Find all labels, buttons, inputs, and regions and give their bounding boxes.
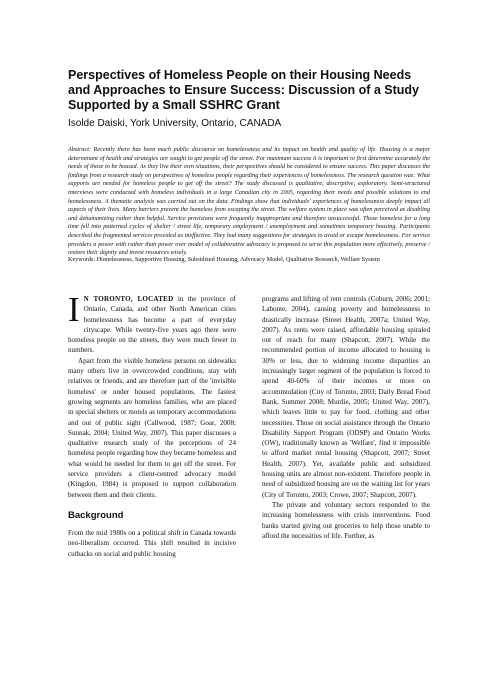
drop-cap: I — [68, 290, 80, 329]
intro-paragraph-1-text: in the province of Ontario, Canada, and other North American cities homelessness has become a part of everyday cityscape. While twenty-five years ago there were homeless people on the streets, they were much fewer in numbers. — [68, 295, 236, 355]
right-paragraph-2: The private and voluntary sectors responded to the increasing homelessness with crisis interventions. Food banks started giving out groceries to help those unable to afford the necessities of life. Further, as — [262, 500, 430, 540]
keywords: Keywords: Homelessness, Supportive Housing, Subsidized Housing, Advocacy Model, Qualitative Research, Welfare System — [68, 256, 380, 263]
paper-title: Perspectives of Homeless People on their Housing Needs and Approaches to Ensure Success: Discussion of a Study Supported by a Small SSHRC Grant — [68, 68, 420, 112]
abstract: Abstract: Recently there has been much public discourse on homelessness and its impact on health and quality of life. Housing is a major determinant of health and strategies are sought to get people off the street. For maximum success it is important to first determine accurately the needs of those to be housed. As they live their own situations, their perspectives should be considered to ensure success. This paper discusses the findings from a research study on perspectives of homeless people regarding their experiences of homelessness. The research question was: What supports are needed for homeless people to get off the street? The study discussed is qualitative, descriptive, exploratory. Semi-structured interviews were conducted with homeless individuals in a large Canadian city in 2005, regarding their needs and possible solutions to end homelessness. A thematic analysis was carried out on the data. Findings show that individuals' experiences of homelessness deeply impact all aspects of their lives. Many barriers prevent the homeless from escaping the street. The welfare system in place was often perceived as disabling and dehumanizing rather than helpful. Service provisions were frequently inappropriate and therefore unsuccessful. Those homeless for a long time fell into patterned cycles of shelter / street life, temporary employment / unemployment and sometimes temporary housing. Participants described the fragmented services provided as ineffective. They had many suggestions for strategies to avoid or escape homelessness. For service providers a power with rather than power over model of collaborative advocacy is proposed to serve this population more effectively, preserve / restore their dignity and invest resources wisely. — [68, 146, 430, 257]
lead-in-caps: N TORONTO, LOCATED — [83, 295, 174, 303]
background-paragraph-1: From the mid 1980s on a political shift in Canada towards neo-liberalism occurred. This shift resulted in incisive cutbacks on social and public housing — [68, 528, 236, 558]
right-paragraph-1: programs and lifting of rent controls (Coburn, 2006; 2001; Labonte, 2004), causing poverty and homelessness to drastically increase (Street Health, 2007a; United Way, 2007). As rents were raised, affordable housing spiraled out of reach for many (Shapcott, 2007). While the recommended portion of income allocated to housing is 30% or less, due to widening income disparities an increasingly larger segment of the population is forced to spend 40-60% of their incomes or more on accommodation (City of Toronto, 2003; Daily Bread Food Bank, Summer 2008; Murdie, 2005; United Way, 2007), which leaves little to pay for food, clothing and other necessities. Those on social assistance through the Ontario Disability Support Program (ODSP) and Ontario Works (OW), traditionally known as 'Welfare', find it impossible to afford market rental housing (Shapcott, 2007; Street Health, 2007). Yet, available public and subsidized housing units are almost non-existent. Therefore people in need of subsidized housing are on the waiting list for years (City of Toronto, 2003; Crowe, 2007; Shapcott, 2007). — [262, 295, 430, 499]
intro-paragraph-1 — [68, 290, 236, 356]
left-column — [68, 290, 236, 559]
intro-paragraph-2: Apart from the visible homeless persons on sidewalks many others live in overcrowded conditions, stay with relatives or friends, and are therefore part of the 'invisible homeless' or under housed populations. The fastest growing segments are homeless families, who are placed in special shelters or motels as temporary accommodations and out of public sight (Callwood, 1987; Goar, 2008; Sunnak, 2004; United Way, 2007). This paper discusses a qualitative research study of the perceptions of 24 homeless people regarding how they became homeless and what would be needed for them to get off the street. For service providers a client-centred advocacy model (Kingdon, 1984) is proposed to support collaboration between them and their clients. — [68, 356, 236, 499]
section-heading-background: Background — [68, 509, 124, 521]
right-column — [262, 294, 430, 541]
author-line: Isolde Daiski, York University, Ontario, CANADA — [68, 118, 282, 129]
